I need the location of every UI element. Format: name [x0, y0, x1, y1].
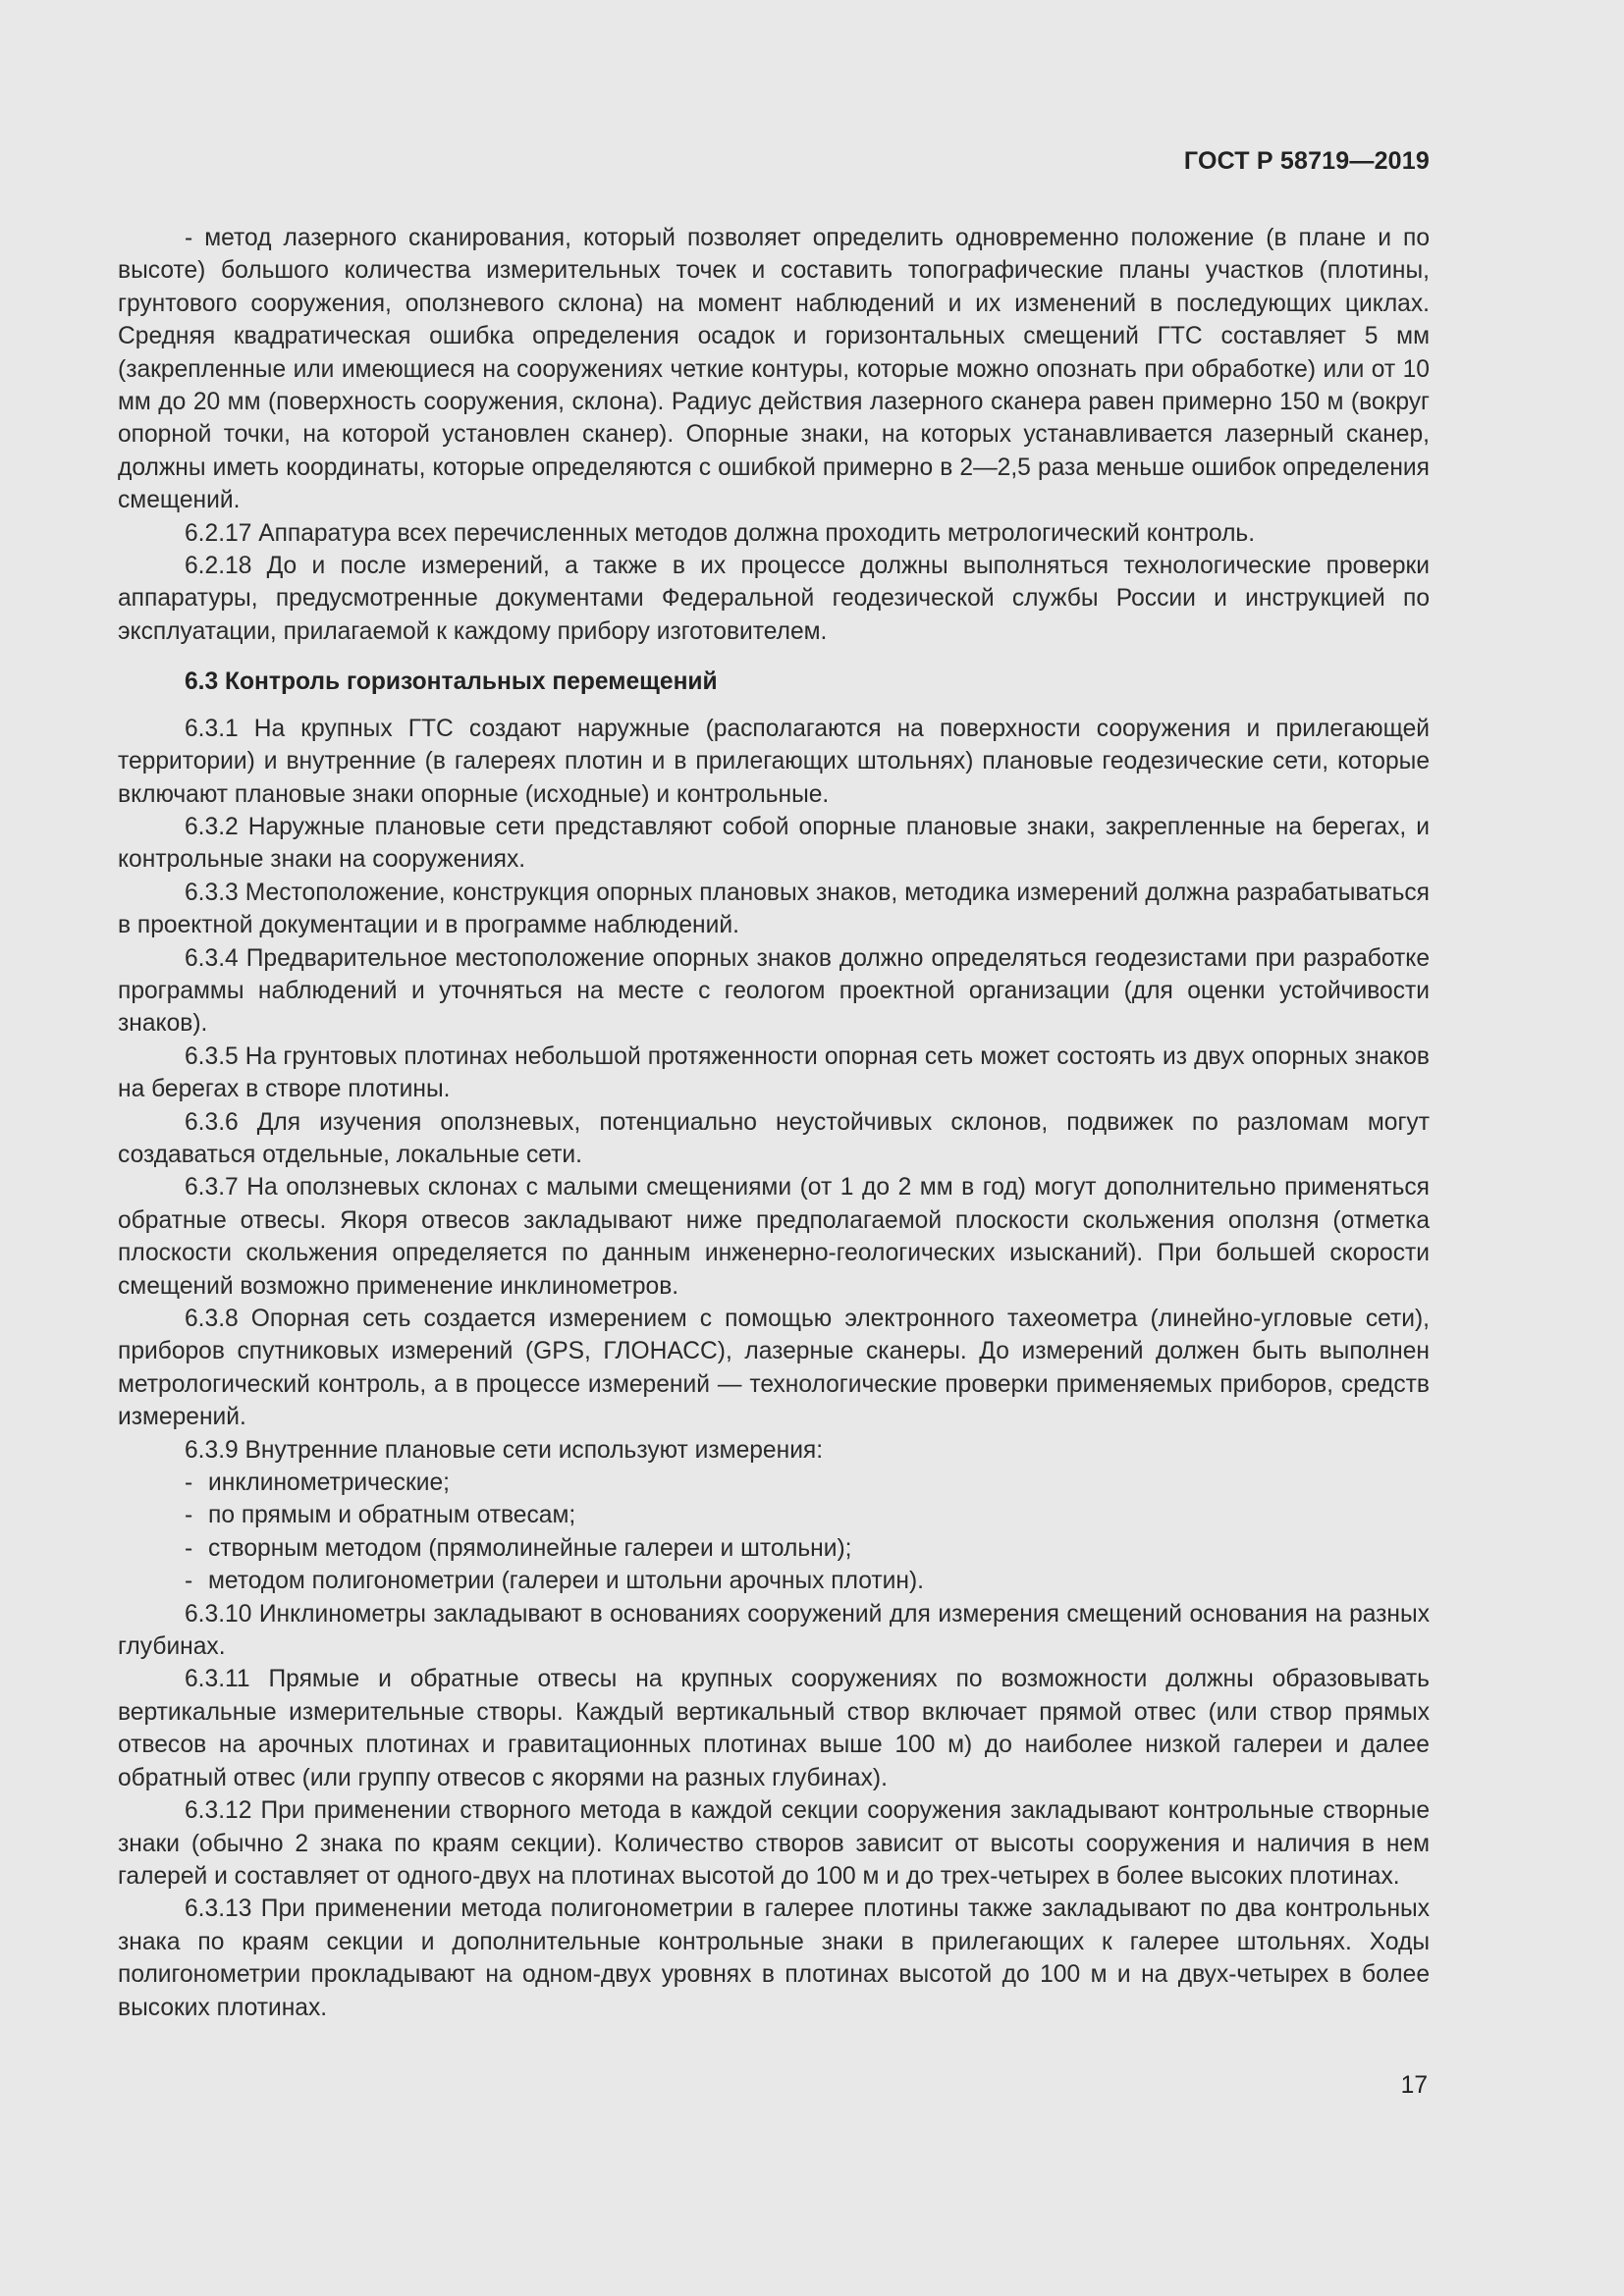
list-item	[118, 1532, 1430, 1565]
list-item-text: методом полигонометрии (галереи и штольни арочных плотин).	[208, 1568, 924, 1595]
paragraph-6-3-4: 6.3.4 Предварительное местоположение опорных знаков должно определяться геодезистами при разработке программы наблюдений и уточняться на месте с геологом проектной организации (для оценки устойчивости знаков).	[118, 944, 1430, 1038]
list-item-text: по прямым и обратным отвесам;	[208, 1502, 576, 1529]
document-id-header: ГОСТ Р 58719—2019	[1183, 147, 1430, 175]
paragraph-6-3-10: 6.3.10 Инклинометры закладывают в основаниях сооружений для измерения смещений основания на разных глубинах.	[118, 1600, 1430, 1661]
section-heading-6-3: 6.3 Контроль горизонтальных перемещений	[185, 668, 718, 696]
list-dash: -	[185, 1469, 193, 1497]
list-dash: -	[185, 1534, 193, 1562]
paragraph-6-3-9: 6.3.9 Внутренние плановые сети используют измерения:	[185, 1436, 824, 1464]
paragraph-6-3-1: 6.3.1 На крупных ГТС создают наружные (располагаются на поверхности сооружения и прилегающей территории) и внутренние (в галереях плотин и в прилегающих штольнях) плановые геодезические сети, которые включают плановые знаки опорные (исходные) и контрольные.	[118, 715, 1430, 808]
paragraph-6-3-5: 6.3.5 На грунтовых плотинах небольшой протяженности опорная сеть может состоять из двух опорных знаков на берегах в створе плотины.	[118, 1042, 1430, 1103]
list-item	[118, 1565, 1430, 1597]
paragraph-6-3-2: 6.3.2 Наружные плановые сети представляют собой опорные плановые знаки, закрепленные на берегах, и контрольные знаки на сооружениях.	[118, 813, 1430, 874]
list-dash: -	[185, 1502, 193, 1529]
paragraph-6-3-7: 6.3.7 На оползневых склонах с малыми смещениями (от 1 до 2 мм в год) могут дополнительно применяться обратные отвесы. Якоря отвесов закладывают ниже предполагаемой плоскости скольжения оползня (отметка плоскости скольжения определяется по данным инженерно-геологических изысканий). При большей скорости смещений возможно применение инклинометров.	[118, 1174, 1430, 1300]
list-item	[118, 1499, 1430, 1531]
paragraph-laser-scanning: - метод лазерного сканирования, который позволяет определить одновременно положение (в плане и по высоте) большого количества измерительных точек и составить топографические планы участков (плотины, грунтового сооружения, оползневого склона) на момент наблюдений и их изменений в последующих циклах. Средняя квадратическая ошибка определения осадок и горизонтальных смещений ГТС составляет 5 мм (закрепленные или имеющиеся на сооружениях четкие контуры, которые можно опознать при обработке) или от 10 мм до 20 мм (поверхность сооружения, склона). Радиус действия лазерного сканера равен примерно 150 м (вокруг опорной точки, на которой установлен сканер). Опорные знаки, на которых устанавливается лазерный сканер, должны иметь координаты, которые определяются с ошибкой примерно в 2—2,5 раза меньше ошибок определения смещений.	[118, 225, 1430, 514]
paragraph-6-2-18: 6.2.18 До и после измерений, а также в их процессе должны выполняться технологические проверки аппаратуры, предусмотренные документами Федеральной геодезической службы России и инструкцией по эксплуатации, прилагаемой к каждому прибору изготовителем.	[118, 553, 1430, 645]
paragraph-6-3-6: 6.3.6 Для изучения оползневых, потенциально неустойчивых склонов, подвижек по разломам могут создаваться отдельные, локальные сети.	[118, 1108, 1430, 1168]
paragraph-6-3-3: 6.3.3 Местоположение, конструкция опорных плановых знаков, методика измерений должна разрабатываться в проектной документации и в программе наблюдений.	[118, 879, 1430, 939]
page-number: 17	[1400, 2072, 1428, 2099]
list-item	[118, 1467, 1430, 1499]
paragraph-6-3-12: 6.3.12 При применении створного метода в каждой секции сооружения закладывают контрольные створные знаки (обычно 2 знака по краям секции). Количество створов зависит от высоты сооружения и наличия в нем галерей и составляет от одного-двух на плотинах высотой до 100 м и до трех-четырех в более высоких плотинах.	[118, 1797, 1430, 1890]
paragraph-6-3-11: 6.3.11 Прямые и обратные отвесы на крупных сооружениях по возможности должны образовывать вертикальные измерительные створы. Каждый вертикальный створ включает прямой отвес (или створ прямых отвесов на арочных плотинах и гравитационных плотинах выше 100 м) до наиболее низкой галереи и далее обратный отвес (или группу отвесов с якорями на разных глубинах).	[118, 1666, 1430, 1791]
paragraph-6-2-17: 6.2.17 Аппаратура всех перечисленных методов должна проходить метрологический контроль.	[185, 519, 1256, 547]
list-item-text: инклинометрические;	[208, 1469, 450, 1497]
paragraph-6-3-8: 6.3.8 Опорная сеть создается измерением с помощью электронного тахеометра (линейно-угловые сети), приборов спутниковых измерений (GPS, ГЛОНАСС), лазерные сканеры. До измерений должен быть выполнен метрологический контроль, а в процессе измерений — технологические проверки применяемых приборов, средств измерений.	[118, 1306, 1430, 1431]
document-body	[118, 222, 1430, 2024]
paragraph-6-3-13: 6.3.13 При применении метода полигонометрии в галерее плотины также закладывают по два контрольных знака по краям секции и дополнительные контрольные знаки в прилегающих к галерее штольнях. Ходы полигонометрии прокладывают на одном-двух уровнях в плотинах высотой до 100 м и на двух-четырех в более высоких плотинах.	[118, 1896, 1430, 2021]
list-item-text: створным методом (прямолинейные галереи и штольни);	[208, 1534, 852, 1562]
list-dash: -	[185, 1568, 193, 1595]
